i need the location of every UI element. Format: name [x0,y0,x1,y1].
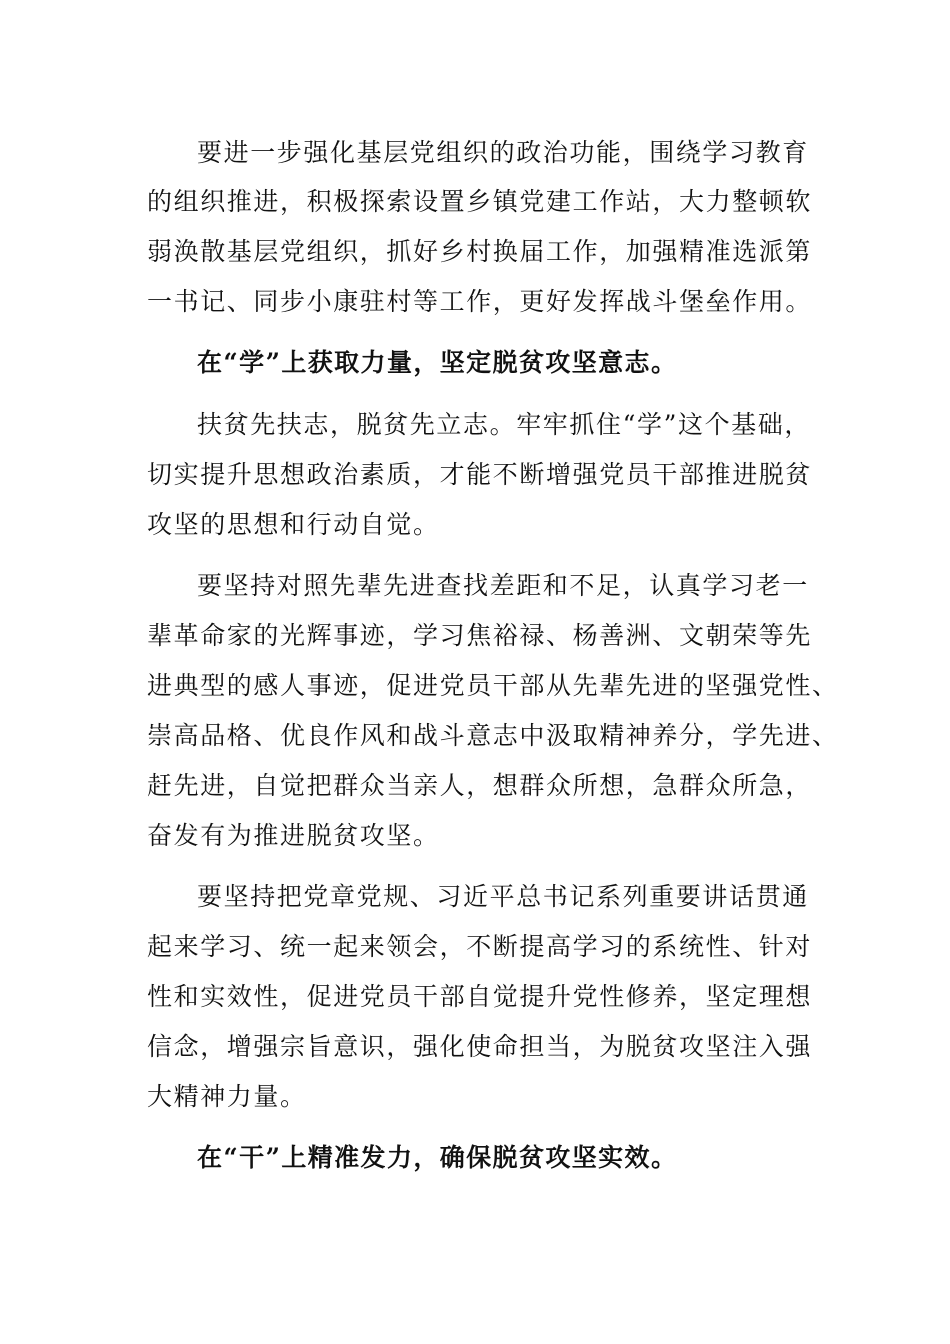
paragraph-3-line-5: 赶先进，自觉把群众当亲人，想群众所想，急群众所急， [147,771,813,800]
paragraph-4-line-3: 性和实效性，促进党员干部自觉提升党性修养，坚定理想 [147,982,813,1011]
paragraph-3-line-1: 要坚持对照先辈先进查找差距和不足，认真学习老一 [197,571,809,600]
paragraph-3-line-3: 进典型的感人事迹，促进党员干部从先辈先进的坚强党性、 [147,671,839,700]
paragraph-1-line-3: 弱涣散基层党组织，抓好乡村换届工作，加强精准选派第 [147,237,813,266]
paragraph-4-line-4: 信念，增强宗旨意识，强化使命担当，为脱贫攻坚注入强 [147,1032,813,1061]
section-heading-1: 在“学”上获取力量，坚定脱贫攻坚意志。 [197,348,678,377]
paragraph-1-line-4: 一书记、同步小康驻村等工作，更好发挥战斗堡垒作用。 [147,287,813,316]
paragraph-4-line-1: 要坚持把党章党规、习近平总书记系列重要讲话贯通 [197,882,809,911]
paragraph-3-line-2: 辈革命家的光辉事迹，学习焦裕禄、杨善洲、文朝荣等先 [147,621,813,650]
paragraph-1-line-2: 的组织推进，积极探索设置乡镇党建工作站，大力整顿软 [147,187,813,216]
paragraph-4-line-5: 大精神力量。 [147,1082,307,1111]
paragraph-3-line-4: 崇高品格、优良作风和战斗意志中汲取精神养分，学先进、 [147,721,839,750]
paragraph-2-line-1: 扶贫先扶志，脱贫先立志。牢牢抓住“学”这个基础， [197,410,811,439]
paragraph-2-line-3: 攻坚的思想和行动自觉。 [147,510,440,539]
section-heading-2: 在“干”上精准发力，确保脱贫攻坚实效。 [197,1143,678,1172]
paragraph-3-line-6: 奋发有为推进脱贫攻坚。 [147,821,440,850]
paragraph-4-line-2: 起来学习、统一起来领会，不断提高学习的系统性、针对 [147,932,813,961]
paragraph-2-line-2: 切实提升思想政治素质，才能不断增强党员干部推进脱贫 [147,460,813,489]
paragraph-1-line-1: 要进一步强化基层党组织的政治功能，围绕学习教育 [197,138,809,167]
